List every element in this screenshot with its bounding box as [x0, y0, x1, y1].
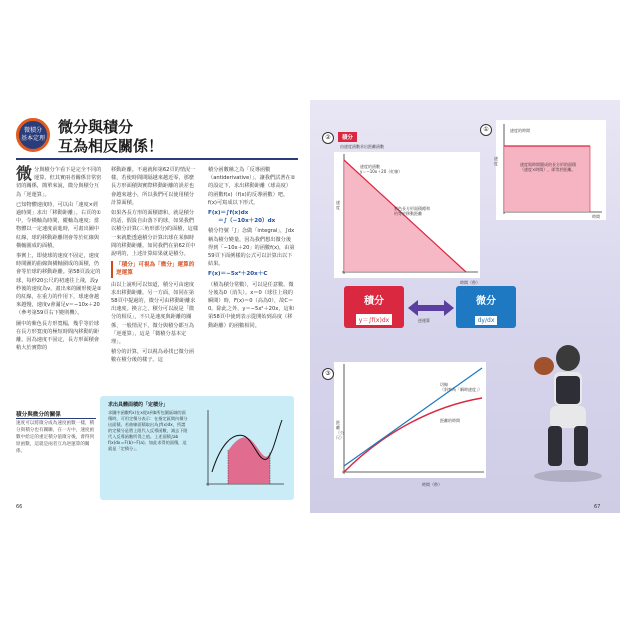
figure-3-number: ③ — [322, 368, 334, 380]
col1-paragraph-2: 已知物體速度時，可以由「速度×經過時間」求出「移動距離」。右頁的①中，令橫軸為時間，縱軸為速度；當物體以一定速度前進時，可畫出圖中紅線，球的移動距離則會等於紅線與橫軸圍成的面積。 — [16, 201, 102, 249]
right-shin-guard — [574, 426, 588, 466]
note-text: 速度可以將微分成為速度函數一樣，積分與積分也有關聯，在一方中，速度函數中給定的重定積分值微分後，會得到原函數，這就是兩者互為逆運算的關係。 — [16, 421, 95, 454]
figure-2-tag-desc: 由速度函數求出距離函數 — [340, 144, 384, 149]
box-text: 求圖中函數f(x)在x從a到b所包圍區域的面積時，可用定積分表示：在指定區間內積分出面積。若曲線面積取出為∫f(x)dx，所謂的定積分是將上限代入反導函數，減去下限代入反導函數所得之值。上述面積∫ab f(x)dx＝F(b)−F(a)。如此求得的面積，這就是「定積分」。 — [108, 410, 188, 451]
col2-paragraph-4: 積分的計算，可以視為尋找已微分函數在積分後的樣子。這 — [111, 349, 195, 364]
title-divider — [16, 158, 298, 160]
col2-paragraph-3: 由以上說明可以知道，積分可由速度求出移動距離。另一方面，如同在第58頁中提過的，微分可由移動距離求出速度。換言之，積分可以說是「微分的相反」，不只是速度與距離的關係，一般情況下，微分與積分都互為「逆運算」，這是「微積分基本定理」。 — [111, 281, 196, 346]
derivative-label: 微分 — [476, 296, 496, 307]
figure-1-inner-text: 速度與時間圍成的長方形的面積（速度×時間），即等於距離。 — [520, 162, 576, 172]
figure-2-y-label: 速度 — [336, 200, 340, 210]
page-number-right: 67 — [594, 504, 601, 510]
figure-1-curve-label: 速度的時間 — [510, 128, 530, 133]
derivative-formula: dy/dx — [475, 316, 498, 325]
col3-paragraph-2: 積分符號「∫」念做「integral」，∫dx稱為積分變量，因為我們想出微分後得到「−10x＋20」的函數f(x)，由第59頁下面例樣的公式可以計算出以下結果。 — [208, 228, 295, 268]
derivative-box — [456, 286, 516, 328]
formula-1: F(x)＝∫f(x)dx — [208, 210, 249, 217]
badge-line2: 基本定理 — [20, 135, 45, 142]
shaded-area — [228, 437, 270, 484]
page-number-left: 66 — [16, 504, 23, 510]
formula-3: F(x)＝−5x²＋20x＋C — [208, 271, 268, 278]
figure-2-x-label: 時間（秒） — [460, 280, 480, 285]
note-title: 積分與微分的關係 — [16, 410, 96, 419]
figure-3-graph — [334, 362, 490, 484]
left-page — [0, 100, 310, 513]
figure-1-number: ① — [480, 124, 492, 136]
inverse-arrow — [408, 298, 454, 318]
figure-3-curve-label: 距離的時間 — [440, 418, 460, 423]
text-column-2 — [111, 166, 199, 367]
inverse-label: 逆運算 — [418, 318, 430, 323]
figure-2-tag: 積分 — [338, 132, 357, 142]
double-arrow-icon — [408, 300, 454, 316]
figure-3-x-label: 時間（秒） — [422, 482, 442, 487]
catcher-shadow — [534, 470, 602, 482]
title-line2: 互為相反關係！ — [58, 137, 164, 155]
figure-3-tangent-label: 切線 （斜率為「瞬時速度」） — [440, 382, 482, 392]
right-page — [310, 100, 620, 513]
figure-2-number: ② — [322, 132, 334, 144]
col3-paragraph-3: （積為積分常數），可以是任意數。微分後為0（消失）。x＝0（球往上飛的瞬間）時，F(x)＝0（高為0），故C＝0。除此之外，y＝−5x²＋20x，這和第58頁中使到表示從開始到高度（移動距離）的函數相同。 — [208, 281, 294, 329]
col1-paragraph-4: 圖中的紫色長方形寬幅，幾乎等於球在長方形寬度的極短時間內移動的距離。因為速度不固定，長方形面積會稍大於實際的 — [16, 320, 100, 352]
figure-1-area — [504, 146, 590, 212]
figure-1-x-label: 時間 — [592, 214, 600, 219]
integral-label: 積分 — [364, 296, 384, 307]
col1-paragraph-3: 事實上，即使球的速度不固定，速度時間圖的曲線與橫軸圍成的面積，仍會等於球的移動距離。第58頁設定的球，每秒20公尺的初速往上飛，設y秒後的速度為v。畫出來的圖形便是②的紅線，在重力的作用下，球速會越來越慢，速度v會滿足v＝−10x＋20（參考第59頁右下變則機）。 — [16, 253, 102, 317]
figure-1-y-label: 速度 — [494, 156, 498, 166]
catcher-legs — [550, 406, 586, 428]
figure-3-y-label: 距離（公尺） — [336, 420, 344, 440]
col2-paragraph-1: 移動距離。不過就和第62頁的情況一樣，若使時間間隔越來越近零，那麼長方形面積與實際移動距離的誤差也會越來越小，所以我們可以使用積分計算面積。 — [111, 167, 196, 206]
page-title — [58, 118, 163, 156]
formula-2: ＝∫（−10x＋20）dx — [218, 218, 276, 225]
col1-paragraph-1: 分與積分乍看下是完全不同的運算，但其實兩者關係非常密切的關係，簡單來說，微分與積分互為「逆運算」。 — [16, 167, 102, 198]
definite-integral-graph — [198, 406, 288, 494]
figure-2-formula-label: 速度的函數 y＝−10x＋20（紅線） — [360, 164, 403, 174]
catcher-illustration — [520, 336, 610, 486]
text-column-3 — [208, 166, 296, 332]
catcher-mitt — [534, 357, 554, 375]
catcher-helmet — [556, 345, 580, 371]
definite-integral-box — [100, 396, 294, 500]
title-line1: 微分與積分 — [58, 118, 134, 136]
left-shin-guard — [548, 426, 562, 466]
text-column-1 — [16, 166, 102, 354]
drop-cap: 微 — [16, 164, 33, 183]
section-badge — [16, 118, 50, 152]
integral-box — [344, 286, 404, 328]
section-subhead: 「積分」可視為「微分」運算的逆運算 — [111, 261, 199, 277]
badge-line1: 微積分 — [23, 127, 42, 134]
chest-protector — [556, 376, 580, 404]
col2-paragraph-2: 如果各長方形的面積總和，就是積分的話，假設自由落下的球，如果我們以積分計算(三角形部分)的面積，這樣一來就能透過積分計算出球在某個時間的移動距離。如同我們在第62頁中說明的，上述計算結果就是積分。 — [111, 210, 199, 258]
figure-2-area-note: 紫色長方形面積總和 約等於移動距離 — [394, 206, 430, 216]
box-title: 求出具體面積的「定積分」 — [108, 402, 169, 408]
col3-paragraph-1: 積分函數稱之為「反導函數（antiderivative）」。讓我們試著在②的設定下，求出移動距離（球高度）的函數f(x)（f(x)的反導函數）吧。f(x)可寫成以下形式。 — [208, 167, 296, 206]
integral-formula: y＝∫f(x)dx — [356, 314, 392, 325]
